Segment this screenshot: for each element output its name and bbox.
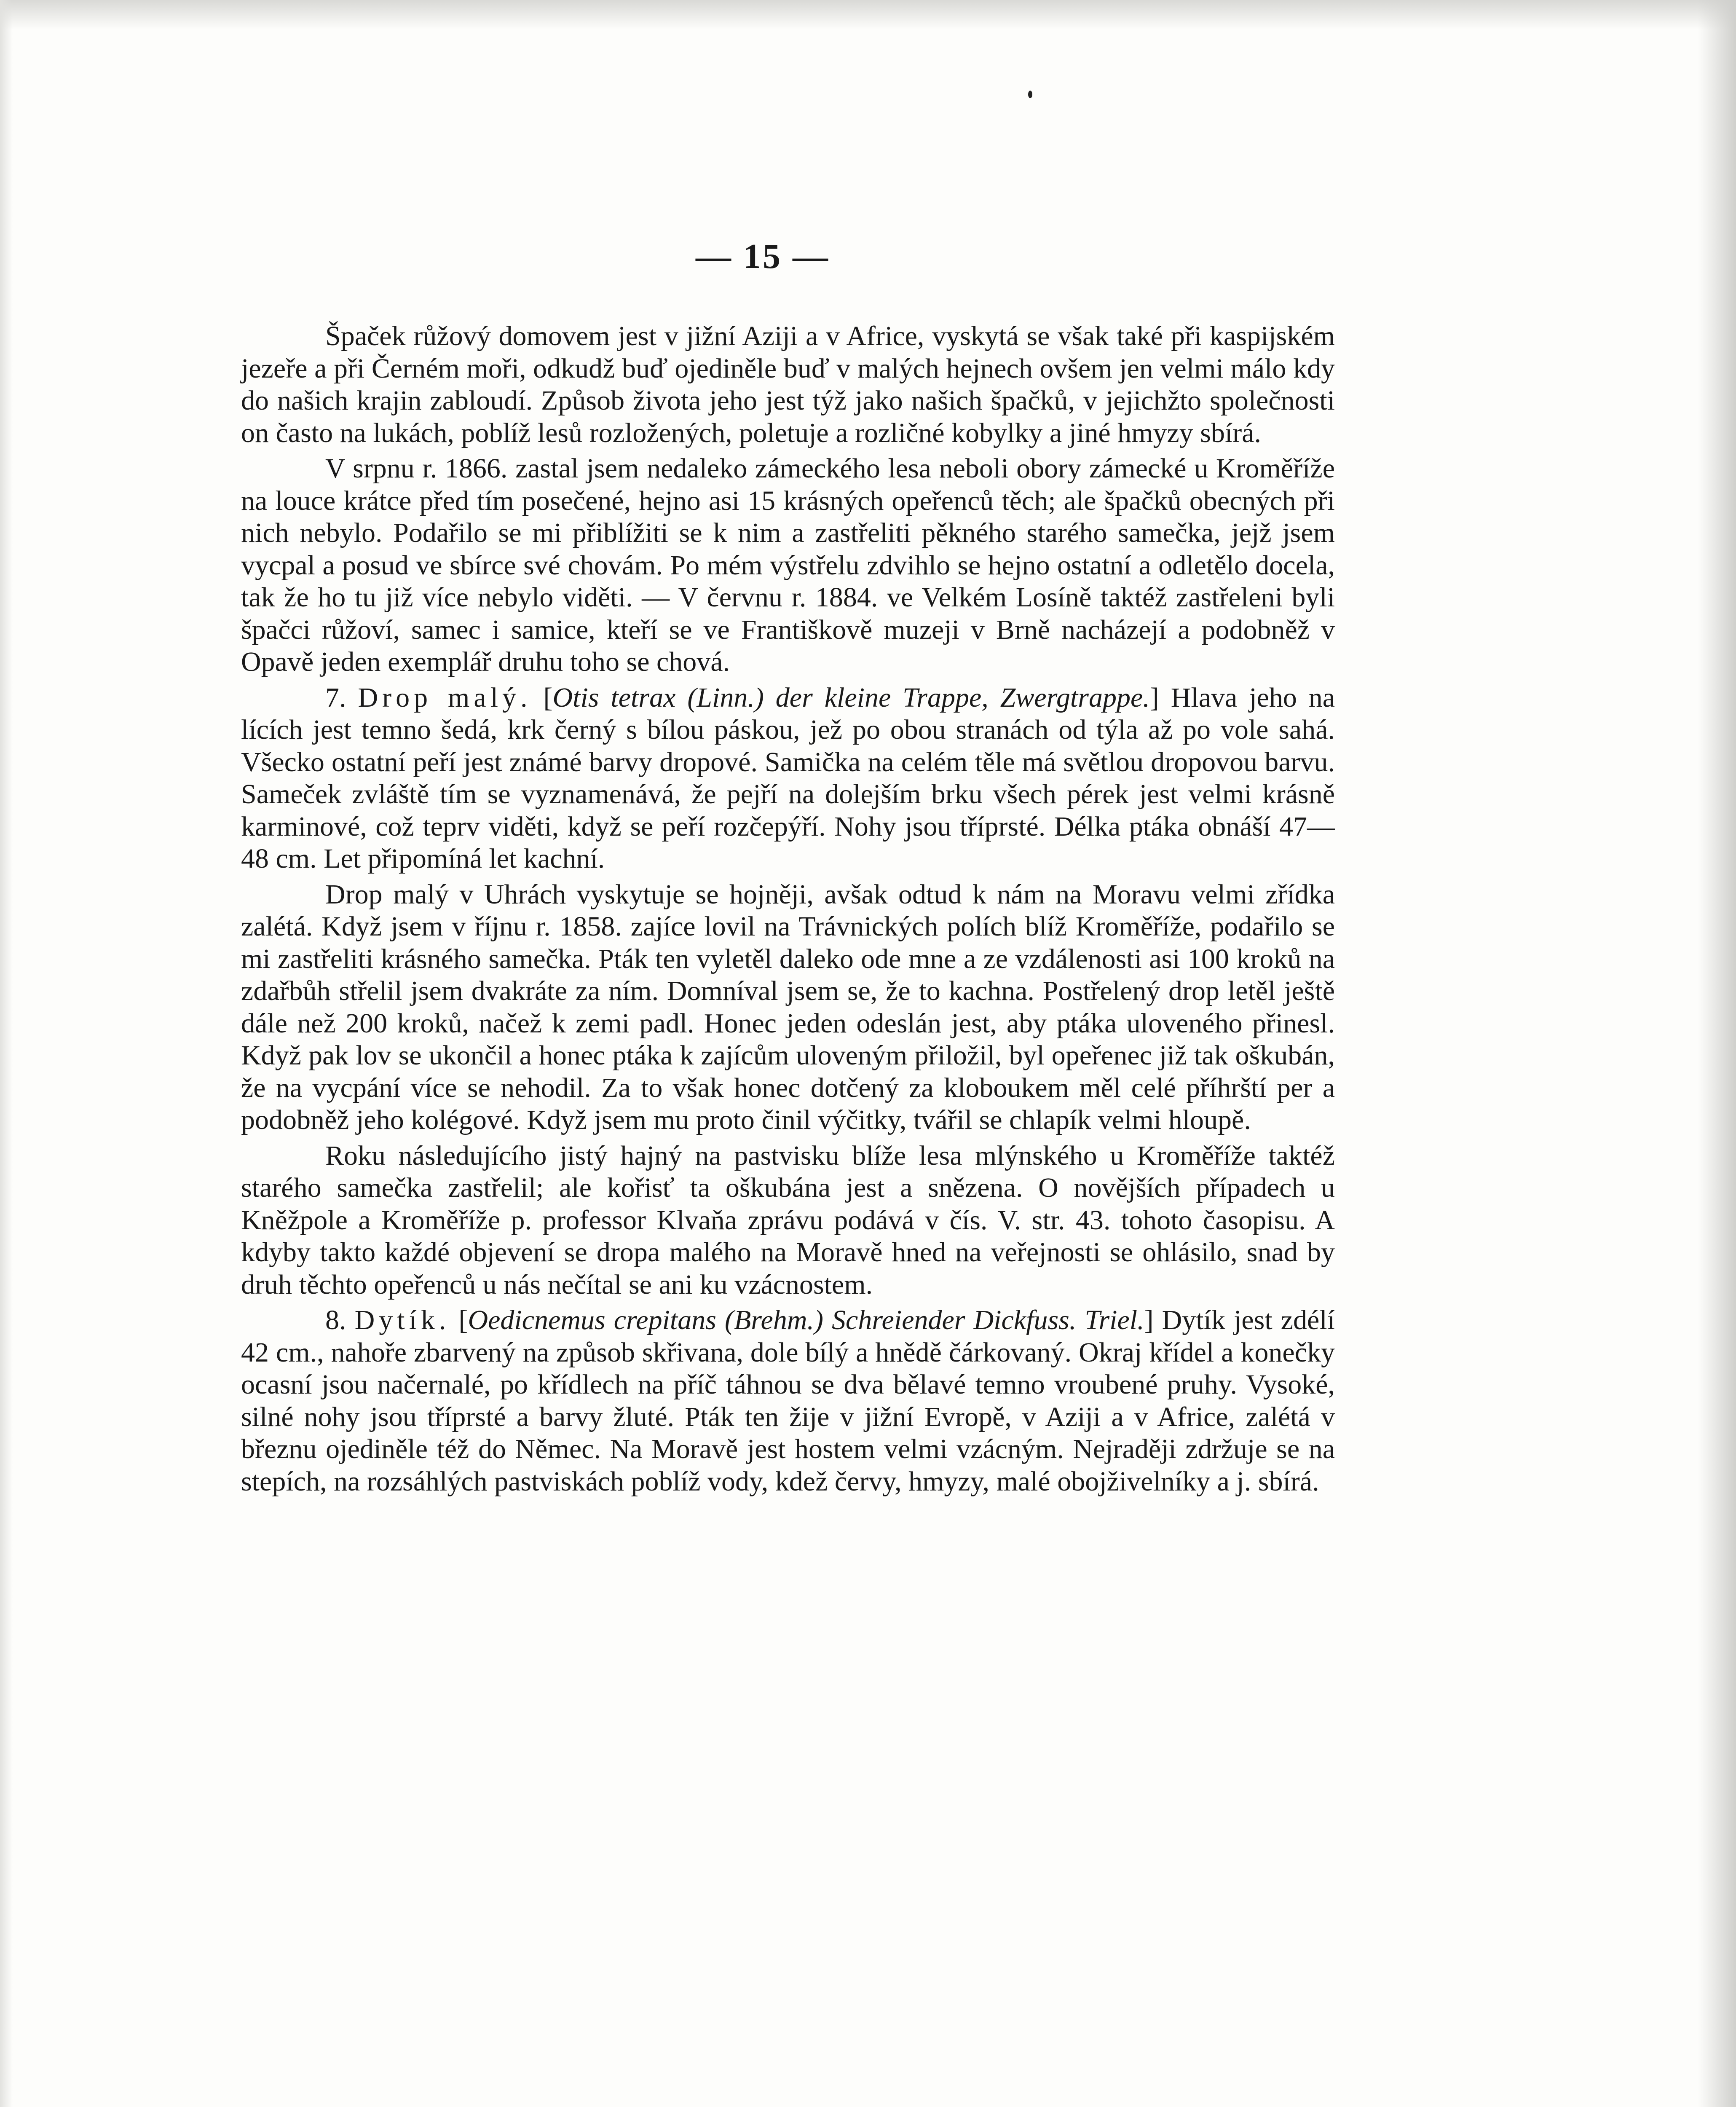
- scan-shadow-left: [0, 0, 13, 2107]
- paragraph-1: Špaček růžový domovem jest v jižní Aziji a v Africe, vyskytá se však také při kaspijském jezeře a při Černém moři, odkudž buď ojediněle buď v malých hejnech ovšem jen velmi málo kdy do našich krajin zabloudí. Způsob života jeho jest týž jako našich špačků, v jejichžto společnosti on často na lukách, poblíž lesů rozložených, poletuje a rozličné kobylky a jiné hmyzy sbírá.: [241, 321, 1335, 448]
- species-description: Dytík jest zdélí 42 cm., nahoře zbarvený na způsob skřivana, dole bílý a hnědě čárkovaný. Okraj křídel a konečky ocasní jsou načernalé, po křídlech na příč táhnou se dva bělavé temno vroubené pruhy. Vysoké, silné nohy jsou tříprsté a barvy žluté. Pták ten žije v jižní Evropě, v Aziji a v Africe, zalétá v březnu ojediněle též do Němec. Na Moravě jest hostem velmi vzácným. Nejraději zdržuje se na stepích, na rozsáhlých pastviskách poblíž vody, kdež červy, hmyzy, malé obojživelníky a j. sbírá.: [241, 1305, 1335, 1497]
- species-name: Dytík.: [354, 1305, 450, 1335]
- latin-author: (Brehm.): [725, 1305, 823, 1335]
- page-number: — 15 —: [696, 237, 830, 276]
- species-description: Hlava jeho na lících jest temno šedá, krk černý s bílou páskou, jež po obou stranách od týla až po vole sahá. Všecko ostatní peří jest známé barvy dropové. Samička na celém těle má světlou dropovou barvu. Sameček zvláště tím se vyznamenává, že pejří na dolejším brku všech pérek jest velmi krásně karminové, což teprv viděti, když se peří rozčepýří. Nohy jsou tříprsté. Délka ptáka obnáší 47—48 cm. Let připomíná let kachní.: [241, 682, 1335, 874]
- german-name: der kleine Trappe, Zwergtrappe.: [775, 682, 1150, 713]
- body-text: [241, 320, 1335, 1498]
- latin-author: (Linn.): [687, 682, 764, 713]
- german-name: Schreiender Dickfuss. Triel.: [832, 1305, 1144, 1335]
- latin-name: Oedicnemus crepitans: [468, 1305, 716, 1335]
- paragraph-6: [241, 1304, 1335, 1498]
- latin-name: Otis tetrax: [552, 682, 676, 713]
- paragraph-3: [241, 682, 1335, 875]
- bracket-close: ]: [1144, 1305, 1154, 1335]
- paragraph-2: V srpnu r. 1866. zastal jsem nedaleko zámeckého lesa neboli obory zámecké u Kroměříže na louce krátce před tím posečené, hejno asi 15 krásných opeřenců těch; ale špačků obecných při nich nebylo. Podařilo se mi přiblížiti se k nim a zastřeliti pěkného starého samečka, jejž jsem vycpal a posud ve sbírce své chovám. Po mém výstřelu zdvihlo se hejno ostatní a odletělo docela, tak že ho tu již více nebylo viděti. — V červnu r. 1884. ve Velkém Losíně taktéž zastřeleni byli špačci růžoví, samec i samice, kteří se ve Františkově muzeji v Brně nacházejí a podobněž v Opavě jeden exemplář druhu toho se chová.: [241, 453, 1335, 677]
- entry-number: 7.: [325, 682, 346, 713]
- paragraph-5: Roku následujícího jistý hajný na pastvisku blíže lesa mlýnského u Kroměříže taktéž starého samečka zastřelil; ale kořisť ta oškubána jest a snězena. O novějších případech u Kněžpole a Kroměříže p. professor Klvaňa zprávu podává v čís. V. str. 43. tohoto časopisu. A kdyby takto každé objevení se dropa malého na Moravě hned na veřejnosti se ohlásilo, snad by druh těchto opeřenců u nás nečítal se ani ku vzácnostem.: [241, 1140, 1335, 1300]
- scan-shadow-right: [1698, 0, 1736, 2107]
- bracket-close: ]: [1149, 682, 1159, 713]
- scan-shadow-top: [0, 0, 1736, 29]
- entry-number: 8.: [325, 1305, 346, 1335]
- paragraph-4: Drop malý v Uhrách vyskytuje se hojněji, avšak odtud k nám na Moravu velmi zřídka zalétá. Když jsem v říjnu r. 1858. zajíce lovil na Trávnických polích blíž Kroměříže, podařilo se mi zastřeliti krásného samečka. Pták ten vyletěl daleko ode mne a ze vzdálenosti asi 100 kroků na zdařbůh střelil jsem dvakráte za ním. Domníval jsem se, že to kachna. Postřelený drop letěl ještě dále než 200 kroků, načež k zemi padl. Honec jeden odeslán jest, aby ptáka uloveného přinesl. Když pak lov se ukončil a honec ptáka k zajícům uloveným přiložil, byl opeřenec již tak oškubán, že na vycpání více se nehodil. Za to však honec dotčený za kloboukem měl celé příhrští per a podobněž jeho kolégové. Když jsem mu proto činil výčitky, tvářil se chlapík velmi hloupě.: [241, 879, 1335, 1135]
- bracket-open: [: [543, 682, 553, 713]
- species-name: Drop malý.: [358, 682, 532, 713]
- scan-speck: [1028, 91, 1032, 98]
- bracket-open: [: [458, 1305, 468, 1335]
